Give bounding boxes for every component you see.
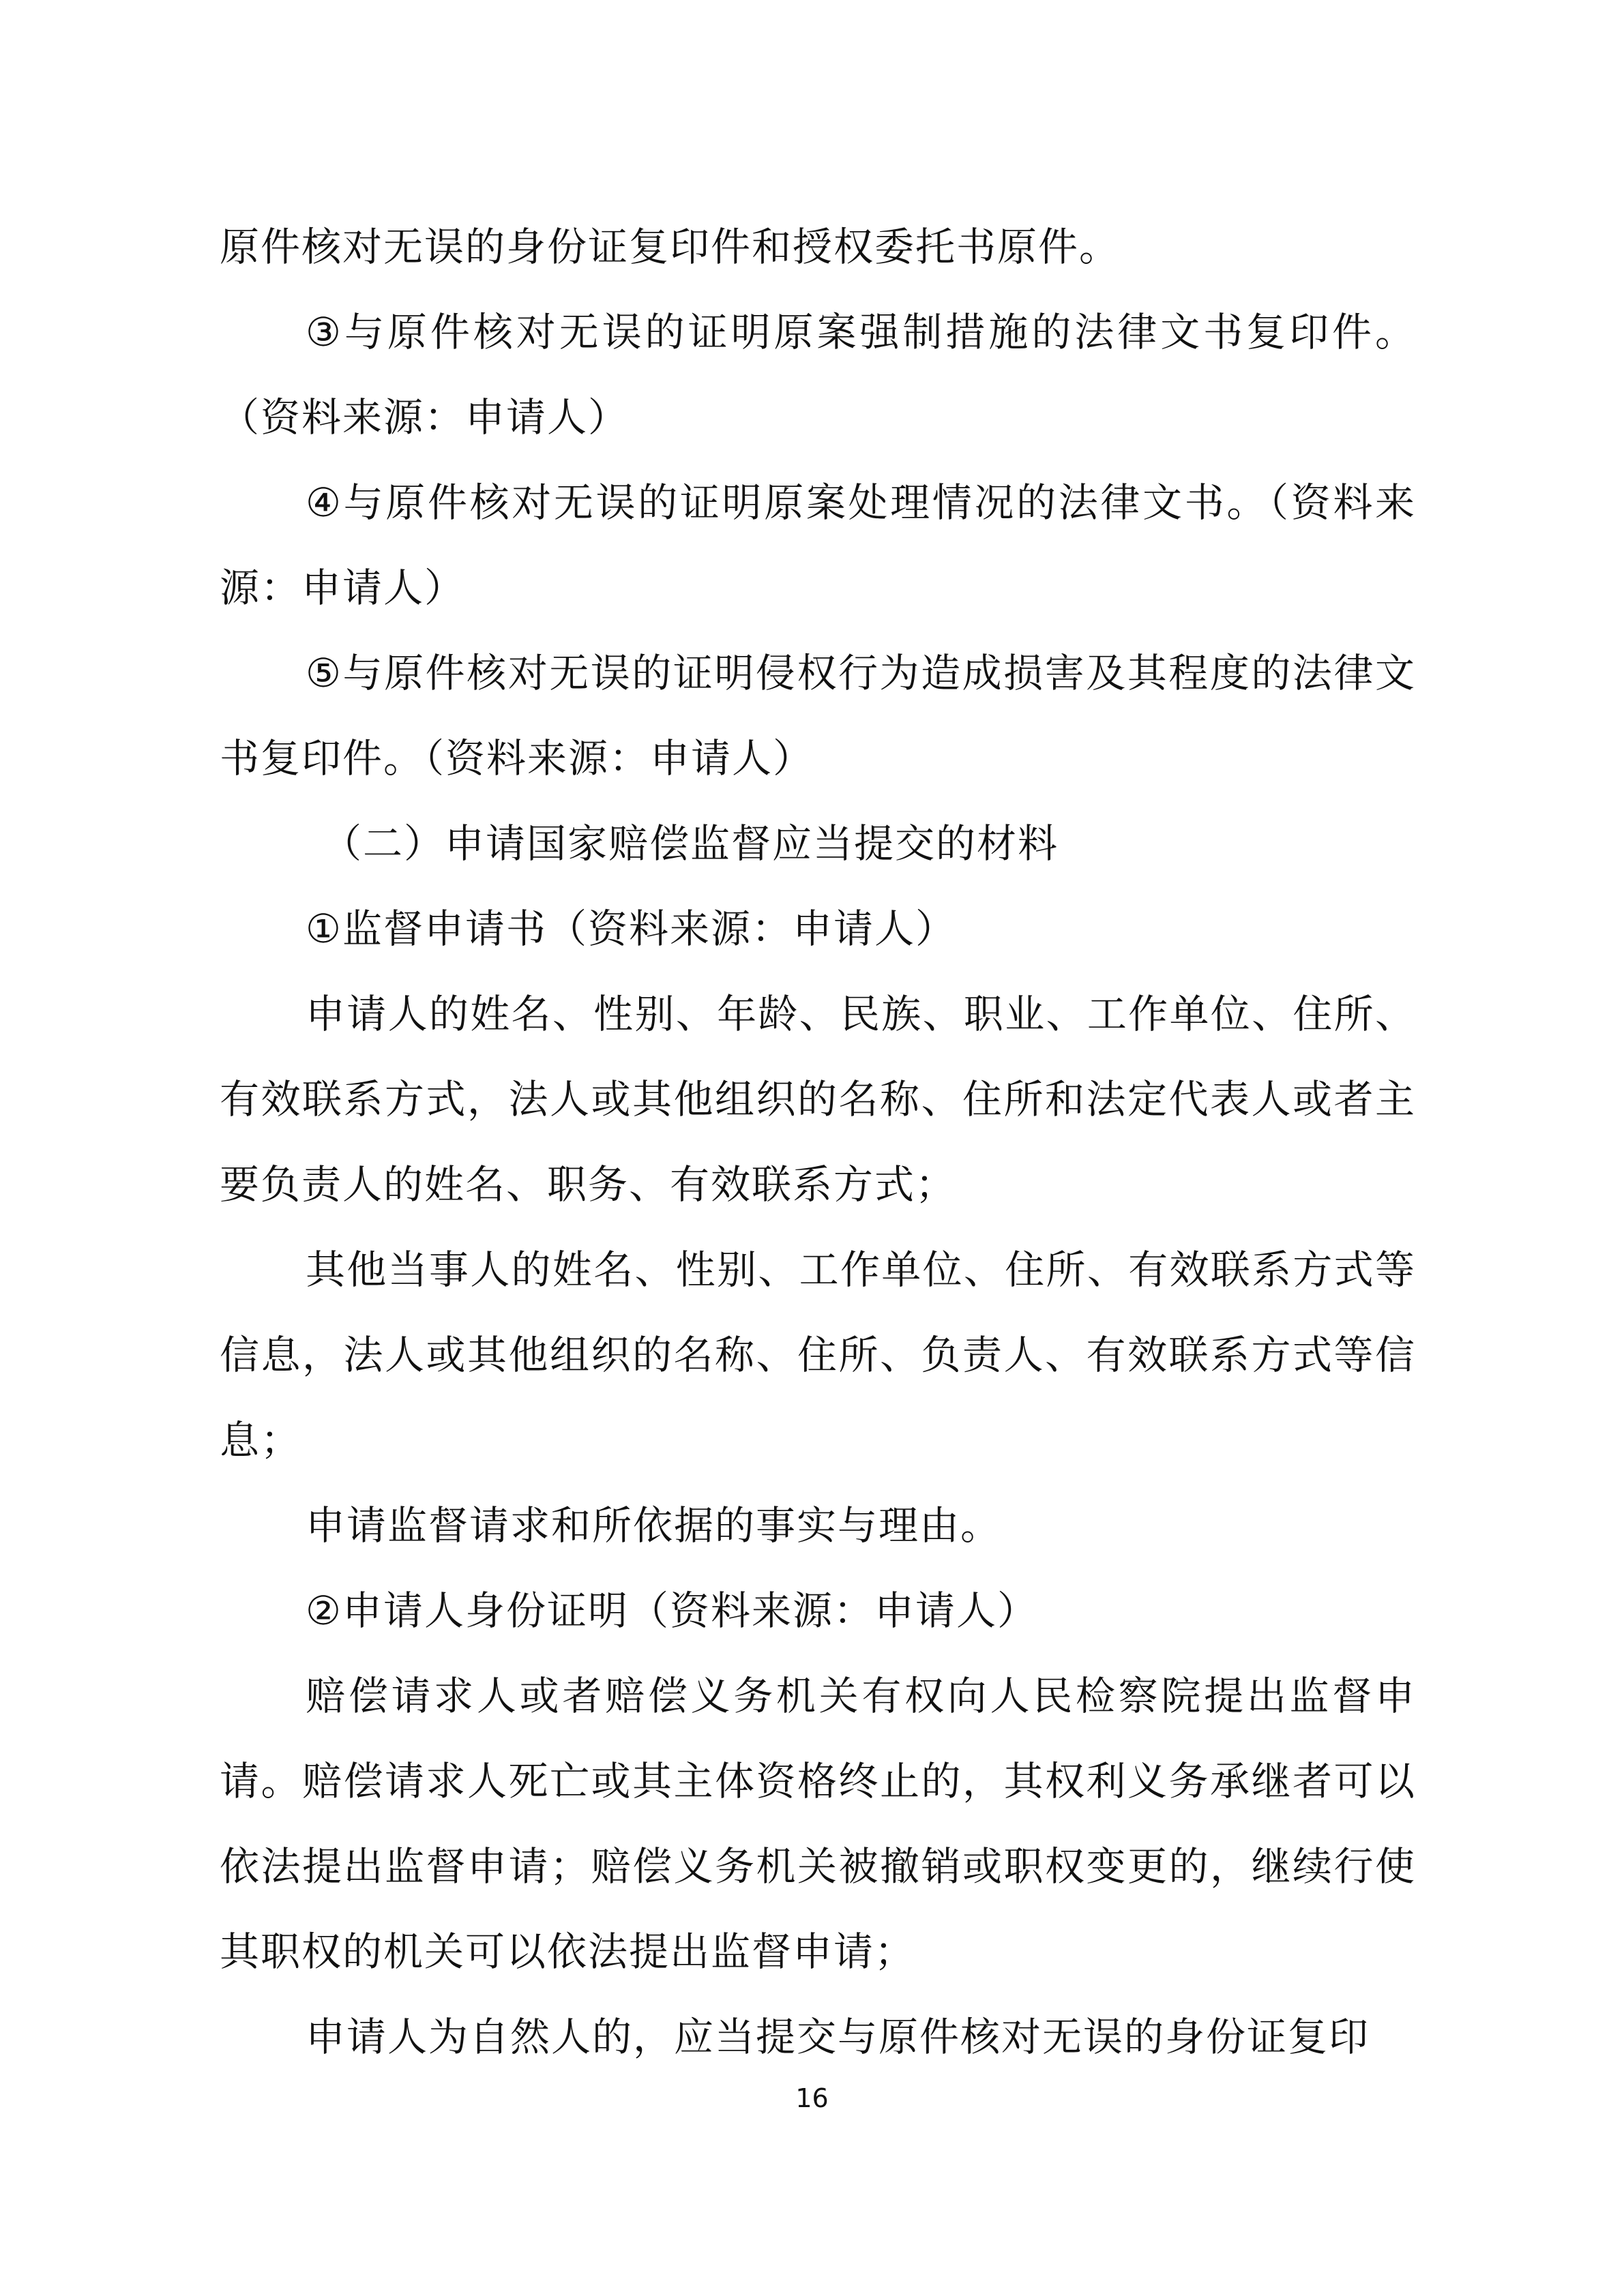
paragraph-item-5: ⑤与原件核对无误的证明侵权行为造成损害及其程度的法律文书复印件。（资料来源：申请人） [220, 650, 1416, 781]
paragraph-item-3: ③与原件核对无误的证明原案强制措施的法律文书复印件。（资料来源：申请人） [220, 309, 1416, 441]
document-body [220, 205, 1416, 2080]
paragraph-item-4: ④与原件核对无误的证明原案处理情况的法律文书。（资料来源：申请人） [220, 479, 1416, 611]
paragraph-natural-person: 申请人为自然人的，应当提交与原件核对无误的身份证复印 [306, 2014, 1370, 2060]
paragraph-eligibility: 赔偿请求人或者赔偿义务机关有权向人民检察院提出监督申请。赔偿请求人死亡或其主体资格终止的，其权利义务承继者可以依法提出监督申请；赔偿义务机关被撤销或职权变更的，继续行使其职权的机关可以依法提出监督申请； [220, 1673, 1416, 1975]
paragraph-continuation: 原件核对无误的身份证复印件和授权委托书原件。 [220, 224, 1121, 270]
paragraph-request-reasons: 申请监督请求和所依据的事实与理由。 [306, 1502, 1002, 1549]
paragraph-other-parties: 其他当事人的姓名、性别、工作单位、住所、有效联系方式等信息，法人或其他组织的名称、住所、负责人、有效联系方式等信息； [220, 1247, 1416, 1463]
page-number: 16 [795, 2083, 829, 2113]
section-heading: （二）申请国家赔偿监督应当提交的材料 [322, 820, 1059, 867]
paragraph-applicant-info: 申请人的姓名、性别、年龄、民族、职业、工作单位、住所、有效联系方式，法人或其他组织的名称、住所和法定代表人或者主要负责人的姓名、职务、有效联系方式； [220, 991, 1416, 1208]
paragraph-item-2: ②申请人身份证明（资料来源：申请人） [306, 1587, 1038, 1634]
paragraph-item-1: ①监督申请书（资料来源：申请人） [306, 906, 956, 952]
